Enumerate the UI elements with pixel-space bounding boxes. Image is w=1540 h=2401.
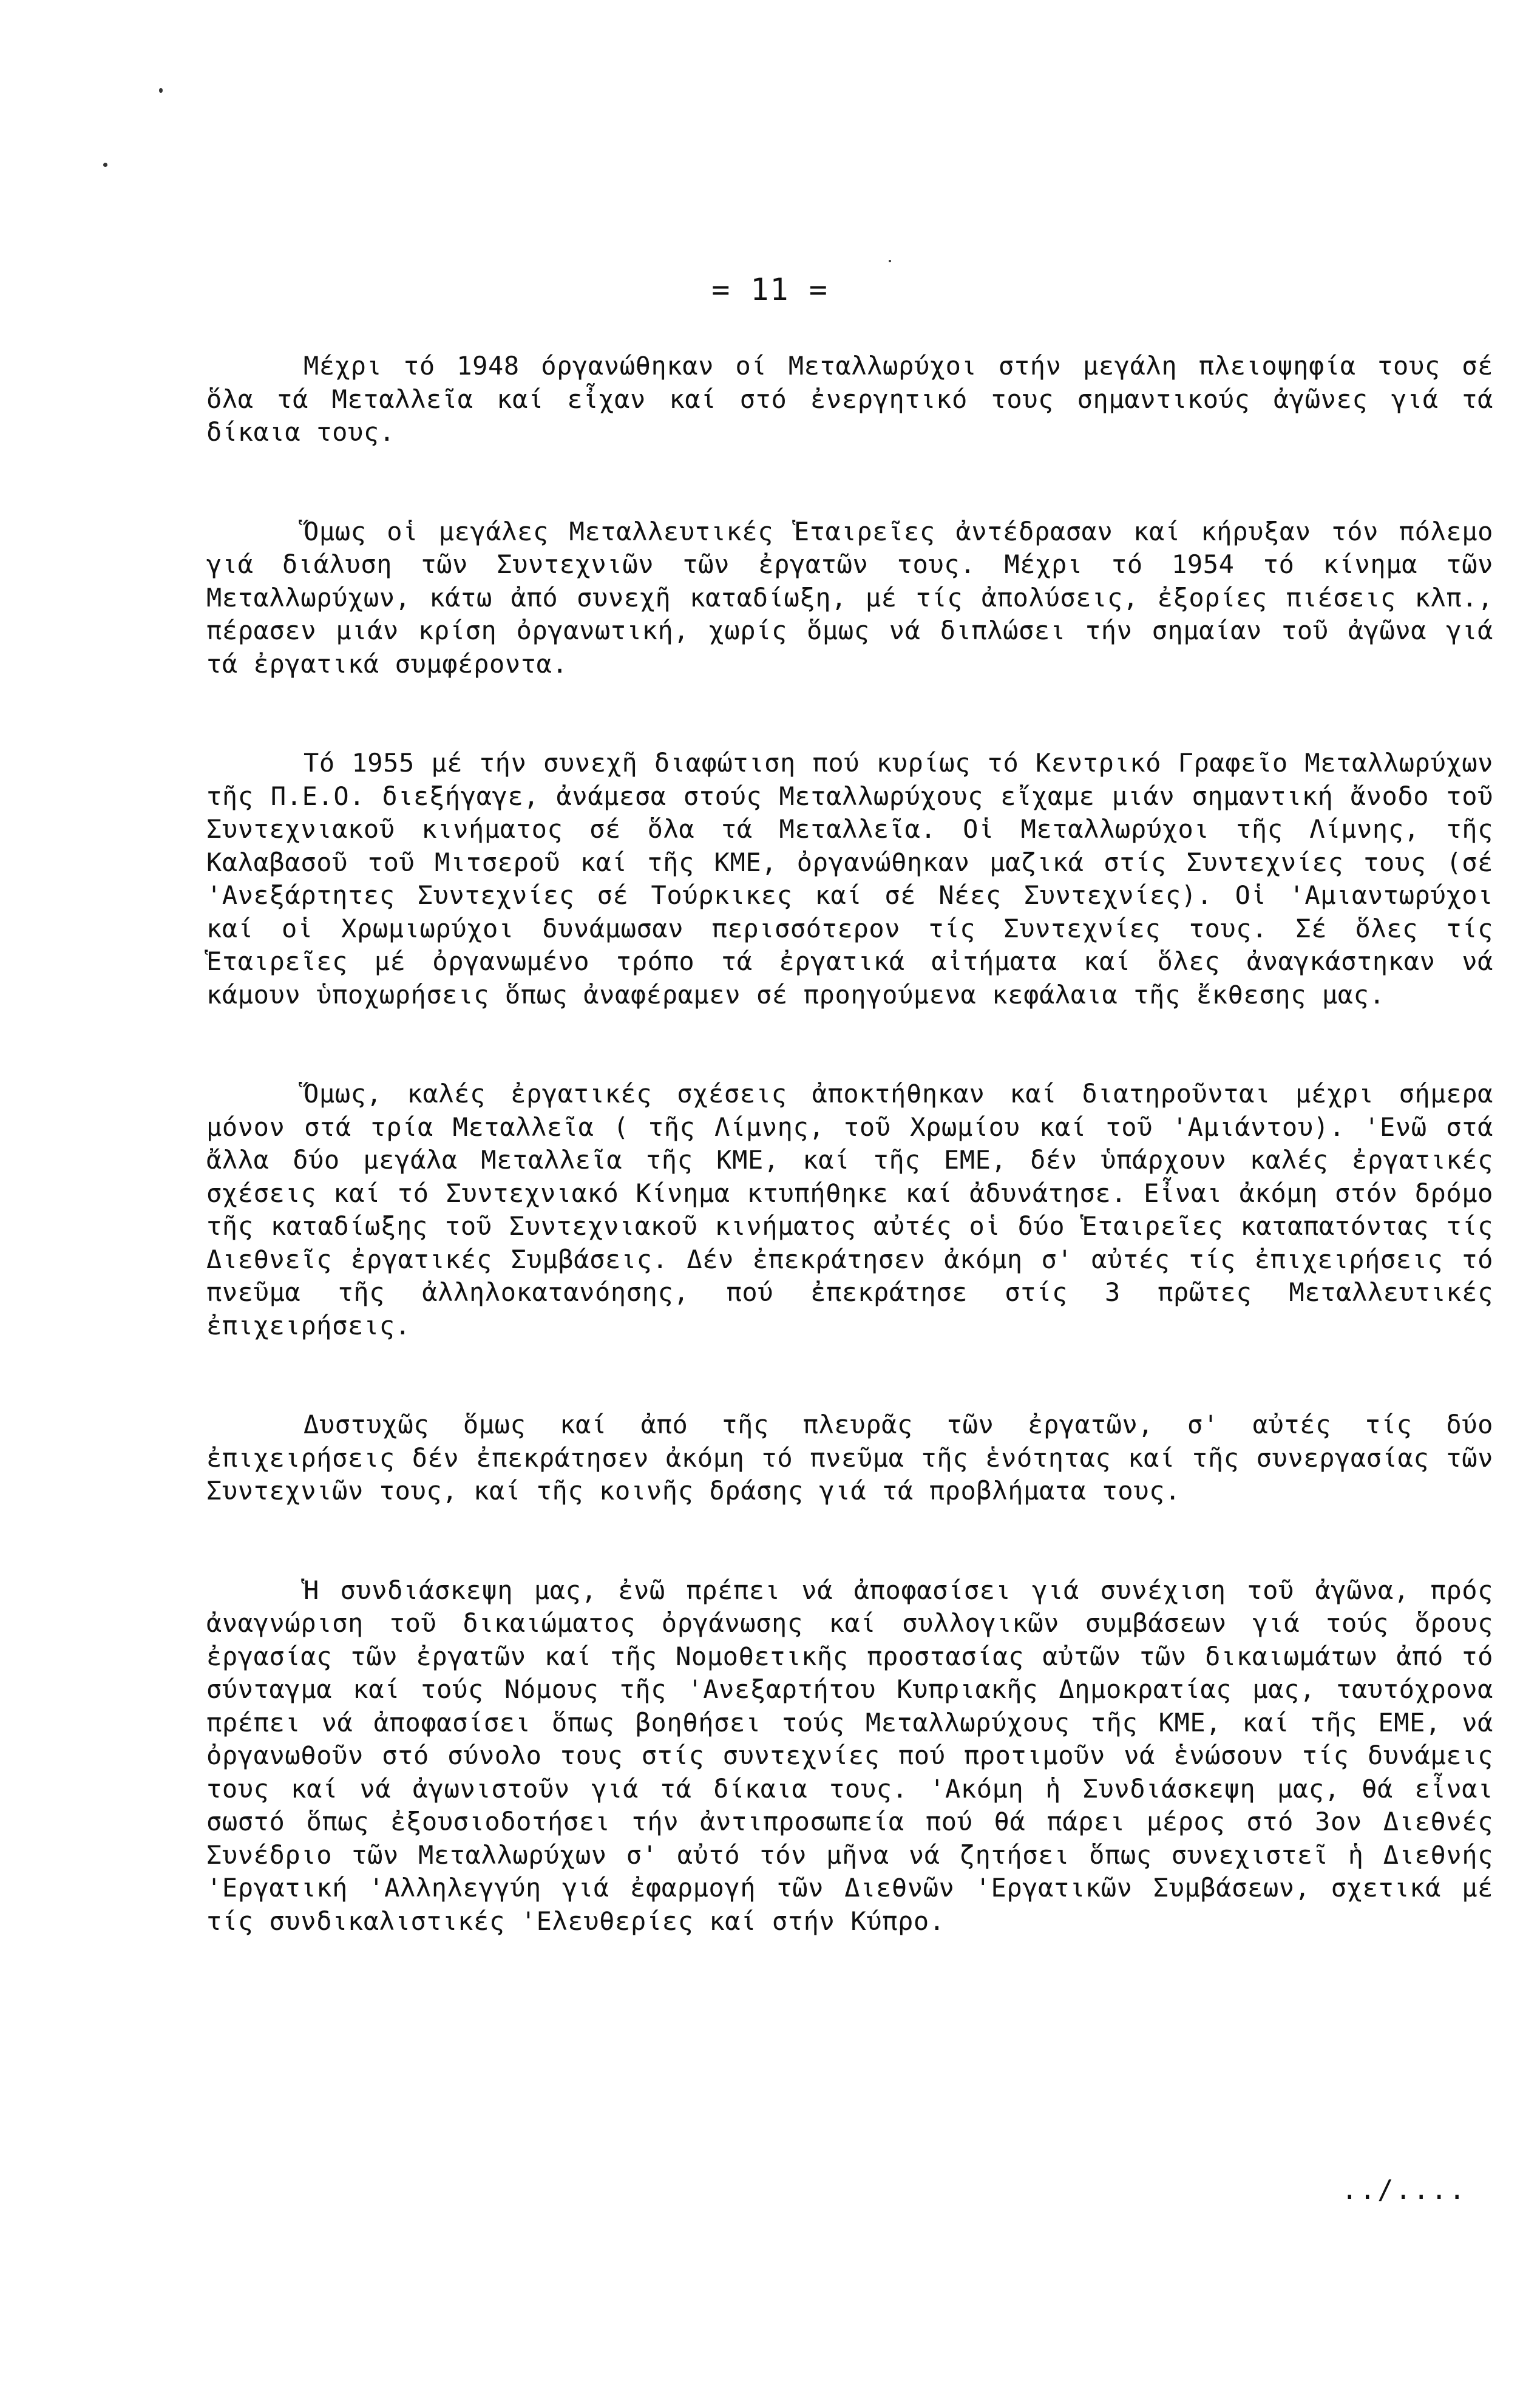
paragraph-6: Ἡ συνδιάσκεψη μας, ἐνῶ πρέπει νά ἀποφασίσει γιά συνέχιση τοῦ ἀγῶνα, πρός ἀναγνώριση τοῦ δικαιώματος ὀργάνωσης καί συλλογικῶν συμβάσεων γιά τούς ὅρους ἐργασίας τῶν ἐργατῶν καί τῆς Νομοθετικῆς προστασίας αὐτῶν τῶν δικαιωμάτων ἀπό τό σύνταγμα καί τούς Νόμους τῆς 'Ανεξαρτήτου Κυπριακῆς Δημοκρατίας μας, ταυτόχρονα πρέπει νά ἀποφασίσει ὅπως βοηθήσει τούς Μεταλλωρύχους τῆς ΚΜΕ, καί τῆς ΕΜΕ, νά ὀργανωθοῦν στό σύνολο τους στίς συντεχνίες πού προτιμοῦν νά ἑνώσουν τίς δυνάμεις τους καί νά ἀγωνιστοῦν γιά τά δίκαια τους. 'Ακόμη ἡ Συνδιάσκεψη μας, θά εἶναι σωστό ὅπως ἐξουσιοδοτήσει τήν ἀντιπροσωπεία πού θά πάρει μέρος στό 3ον Διεθνές Συνέδριο τῶν Μεταλλωρύχων σ' αὐτό τόν μῆνα νά ζητήσει ὅπως συνεχιστεῖ ἡ Διεθνής 'Εργατική 'Αλληλεγγύη γιά ἐφαρμογή τῶν Διεθνῶν 'Εργατικῶν Συμβάσεων, σχετικά μέ τίς συνδικαλιστικές 'Ελευθερίες καί στήν Κύπρο. — [206, 1575, 1509, 1936]
scan-speck — [103, 163, 107, 167]
paragraph-2: Ὅμως οἱ μεγάλες Μεταλλευτικές Ἑταιρεῖες ἀντέδρασαν καί κήρυξαν τόν πόλεμο γιά διάλυση τῶν Συντεχνιῶν τῶν ἐργατῶν τους. Μέχρι τό 1954 τό κίνημα τῶν Μεταλλωρύχων, κάτω ἀπό συνεχῆ καταδίωξη, μέ τίς ἀπολύσεις, ἐξορίες πιέσεις κλπ., πέρασεν μιάν κρίση ὀργανωτική, χωρίς ὅμως νά διπλώσει τήν σημαίαν τοῦ ἀγῶνα γιά τά ἐργατικά συμφέροντα. — [206, 516, 1509, 679]
continuation-mark: ../.... — [1342, 2175, 1467, 2206]
paragraph-1: Μέχρι τό 1948 όργανώθηκαν οί Μεταλλωρύχοι στήν μεγάλη πλειοψηφία τους σέ ὅλα τά Μεταλλεῖα καί εἶχαν καί στό ἐνεργητικό τους σημαντικούς ἀγῶνες γιά τά δίκαια τους. — [206, 351, 1509, 447]
paragraph-4: Ὅμως, καλές ἐργατικές σχέσεις ἀποκτήθηκαν καί διατηροῦνται μέχρι σήμερα μόνον στά τρία Μεταλλεῖα ( τῆς Λίμνης, τοῦ Χρωμίου καί τοῦ 'Αμιάντου). 'Ενῶ στά ἄλλα δύο μεγάλα Μεταλλεῖα τῆς ΚΜΕ, καί τῆς ΕΜΕ, δέν ὑπάρχουν καλές ἐργατικές σχέσεις καί τό Συντεχνιακό Κίνημα κτυπήθηκε καί ἀδυνάτησε. Εἶναι ἀκόμη στόν δρόμο τῆς καταδίωξης τοῦ Συντεχνιακοῦ κινήματος αὐτές οἱ δύο Ἑταιρεῖες καταπατόντας τίς Διεθνεῖς ἐργατικές Συμβάσεις. Δέν ἐπεκράτησεν ἀκόμη σ' αὐτές τίς ἐπιχειρήσεις τό πνεῦμα τῆς ἀλληλοκατανόησης, πού ἐπεκράτησε στίς 3 πρῶτες Μεταλλευτικές ἐπιχειρήσεις. — [206, 1079, 1509, 1340]
scan-speck — [889, 260, 891, 262]
paragraph-5: Δυστυχῶς ὅμως καί ἀπό τῆς πλευρᾶς τῶν ἐργατῶν, σ' αὐτές τίς δύο ἐπιχειρήσεις δέν ἐπεκράτησεν ἀκόμη τό πνεῦμα τῆς ἑνότητας καί τῆς συνεργασίας τῶν Συντεχνιῶν τους, καί τῆς κοινῆς δράσης γιά τά προβλήματα τους. — [206, 1410, 1509, 1506]
page-number: = 11 = — [711, 272, 829, 307]
scan-speck — [159, 88, 163, 93]
paragraph-3: Τό 1955 μέ τήν συνεχῆ διαφώτιση πού κυρίως τό Κεντρικό Γραφεῖο Μεταλλωρύχων τῆς Π.Ε.Ο. διεξήγαγε, ἀνάμεσα στούς Μεταλλωρύχους εἴχαμε μιάν σημαντική ἄνοδο τοῦ Συντεχνιακοῦ κινήματος σέ ὅλα τά Μεταλλεῖα. Οἱ Μεταλλωρύχοι τῆς Λίμνης, τῆς Καλαβασοῦ τοῦ Μιτσεροῦ καί τῆς ΚΜΕ, ὀργανώθηκαν μαζικά στίς Συντεχνίες τους (σέ 'Ανεξάρτητες Συντεχνίες σέ Τούρκικες καί σέ Νέες Συντεχνίες). Οἱ 'Αμιαντωρύχοι καί οἱ Χρωμιωρύχοι δυνάμωσαν περισσότερον τίς Συντεχνίες τους. Σέ ὅλες τίς Ἑταιρεῖες μέ ὀργανωμένο τρόπο τά ἐργατικά αἰτήματα καί ὅλες ἀναγκάστηκαν νά κάμουν ὑποχωρήσεις ὅπως ἀναφέραμεν σέ προηγούμενα κεφάλαια τῆς ἔκθεσης μας. — [206, 748, 1509, 1010]
body-text — [206, 350, 1509, 2004]
